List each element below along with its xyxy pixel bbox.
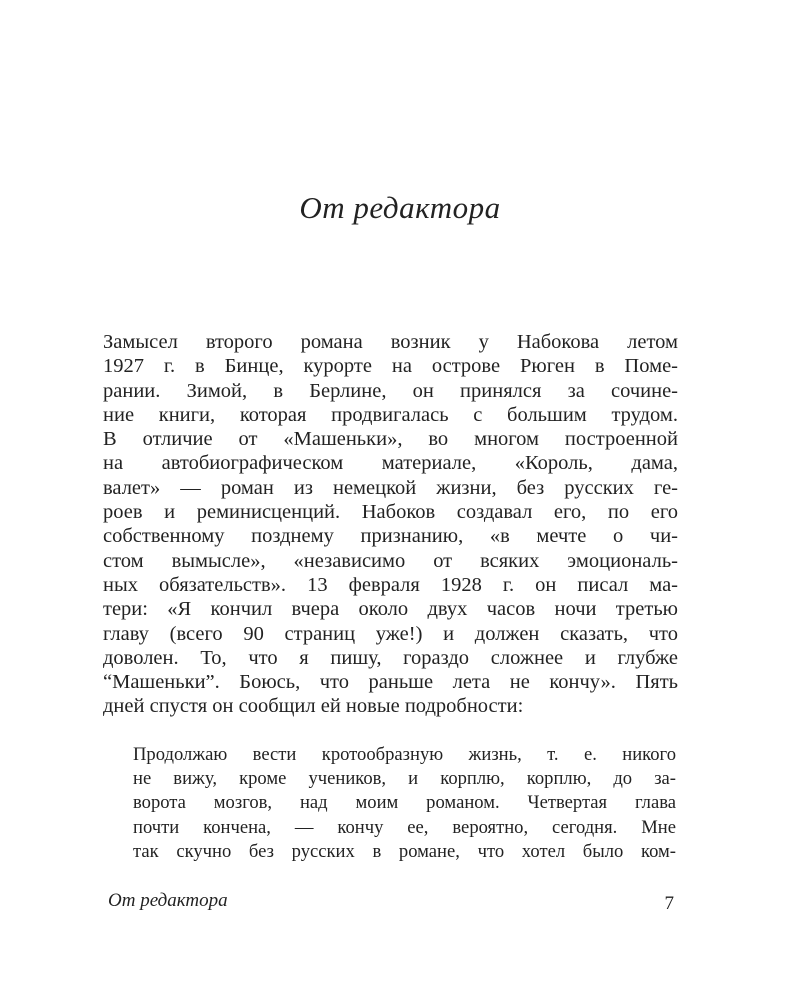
body-line: валет» — роман из немецкой жизни, без русских ге- [103, 476, 678, 499]
body-line: ных обязательств». 13 февраля 1928 г. он писал ма- [103, 573, 678, 596]
quote-line: Продолжаю вести кротообразную жизнь, т. е. никого [133, 744, 676, 765]
body-line: дней спустя он сообщил ей новые подробности: [103, 695, 524, 718]
body-line: тери: «Я кончил вчера около двух часов ночи третью [103, 598, 678, 621]
body-line: собственному позднему признанию, «в мечте о чи- [103, 525, 678, 548]
chapter-title: От редактора [299, 190, 501, 225]
body-line: ние книги, которая продвигалась с большим трудом. [103, 403, 678, 426]
body-line: Замысел второго романа возник у Набокова летом [103, 331, 678, 353]
body-line: роев и реминисценций. Набоков создавал его, по его [103, 501, 678, 524]
body-line: 1927 г. в Бинце, курорте на острове Рюген в Поме- [103, 355, 678, 378]
quote-line: почти кончена, — кончу ее, вероятно, сегодня. Мне [133, 816, 676, 838]
quote-line: так скучно без русских в романе, что хотел было ком- [133, 840, 676, 862]
body-line: “Машеньки”. Боюсь, что раньше лета не кончу». Пять [103, 671, 678, 694]
quote-line: не вижу, кроме учеников, и корплю, корплю, до за- [133, 768, 676, 790]
block-quote [133, 743, 676, 864]
body-line: стом вымысле», «независимо от всяких эмоциональ- [103, 549, 678, 572]
body-line: на автобиографическом материале, «Король, дама, [103, 452, 678, 475]
body-line: В отличие от «Машеньки», во многом построенной [103, 428, 678, 451]
page-number: 7 [664, 893, 674, 914]
body-line: доволен. То, что я пишу, гораздо сложнее и глубже [103, 646, 678, 669]
body-paragraph [103, 330, 678, 719]
running-head: От редактора [108, 890, 228, 911]
body-line: рании. Зимой, в Берлине, он принялся за сочине- [103, 379, 678, 402]
body-line: главу (всего 90 страниц уже!) и должен сказать, что [103, 622, 678, 645]
quote-line: ворота мозгов, над моим романом. Четвертая глава [133, 792, 676, 814]
